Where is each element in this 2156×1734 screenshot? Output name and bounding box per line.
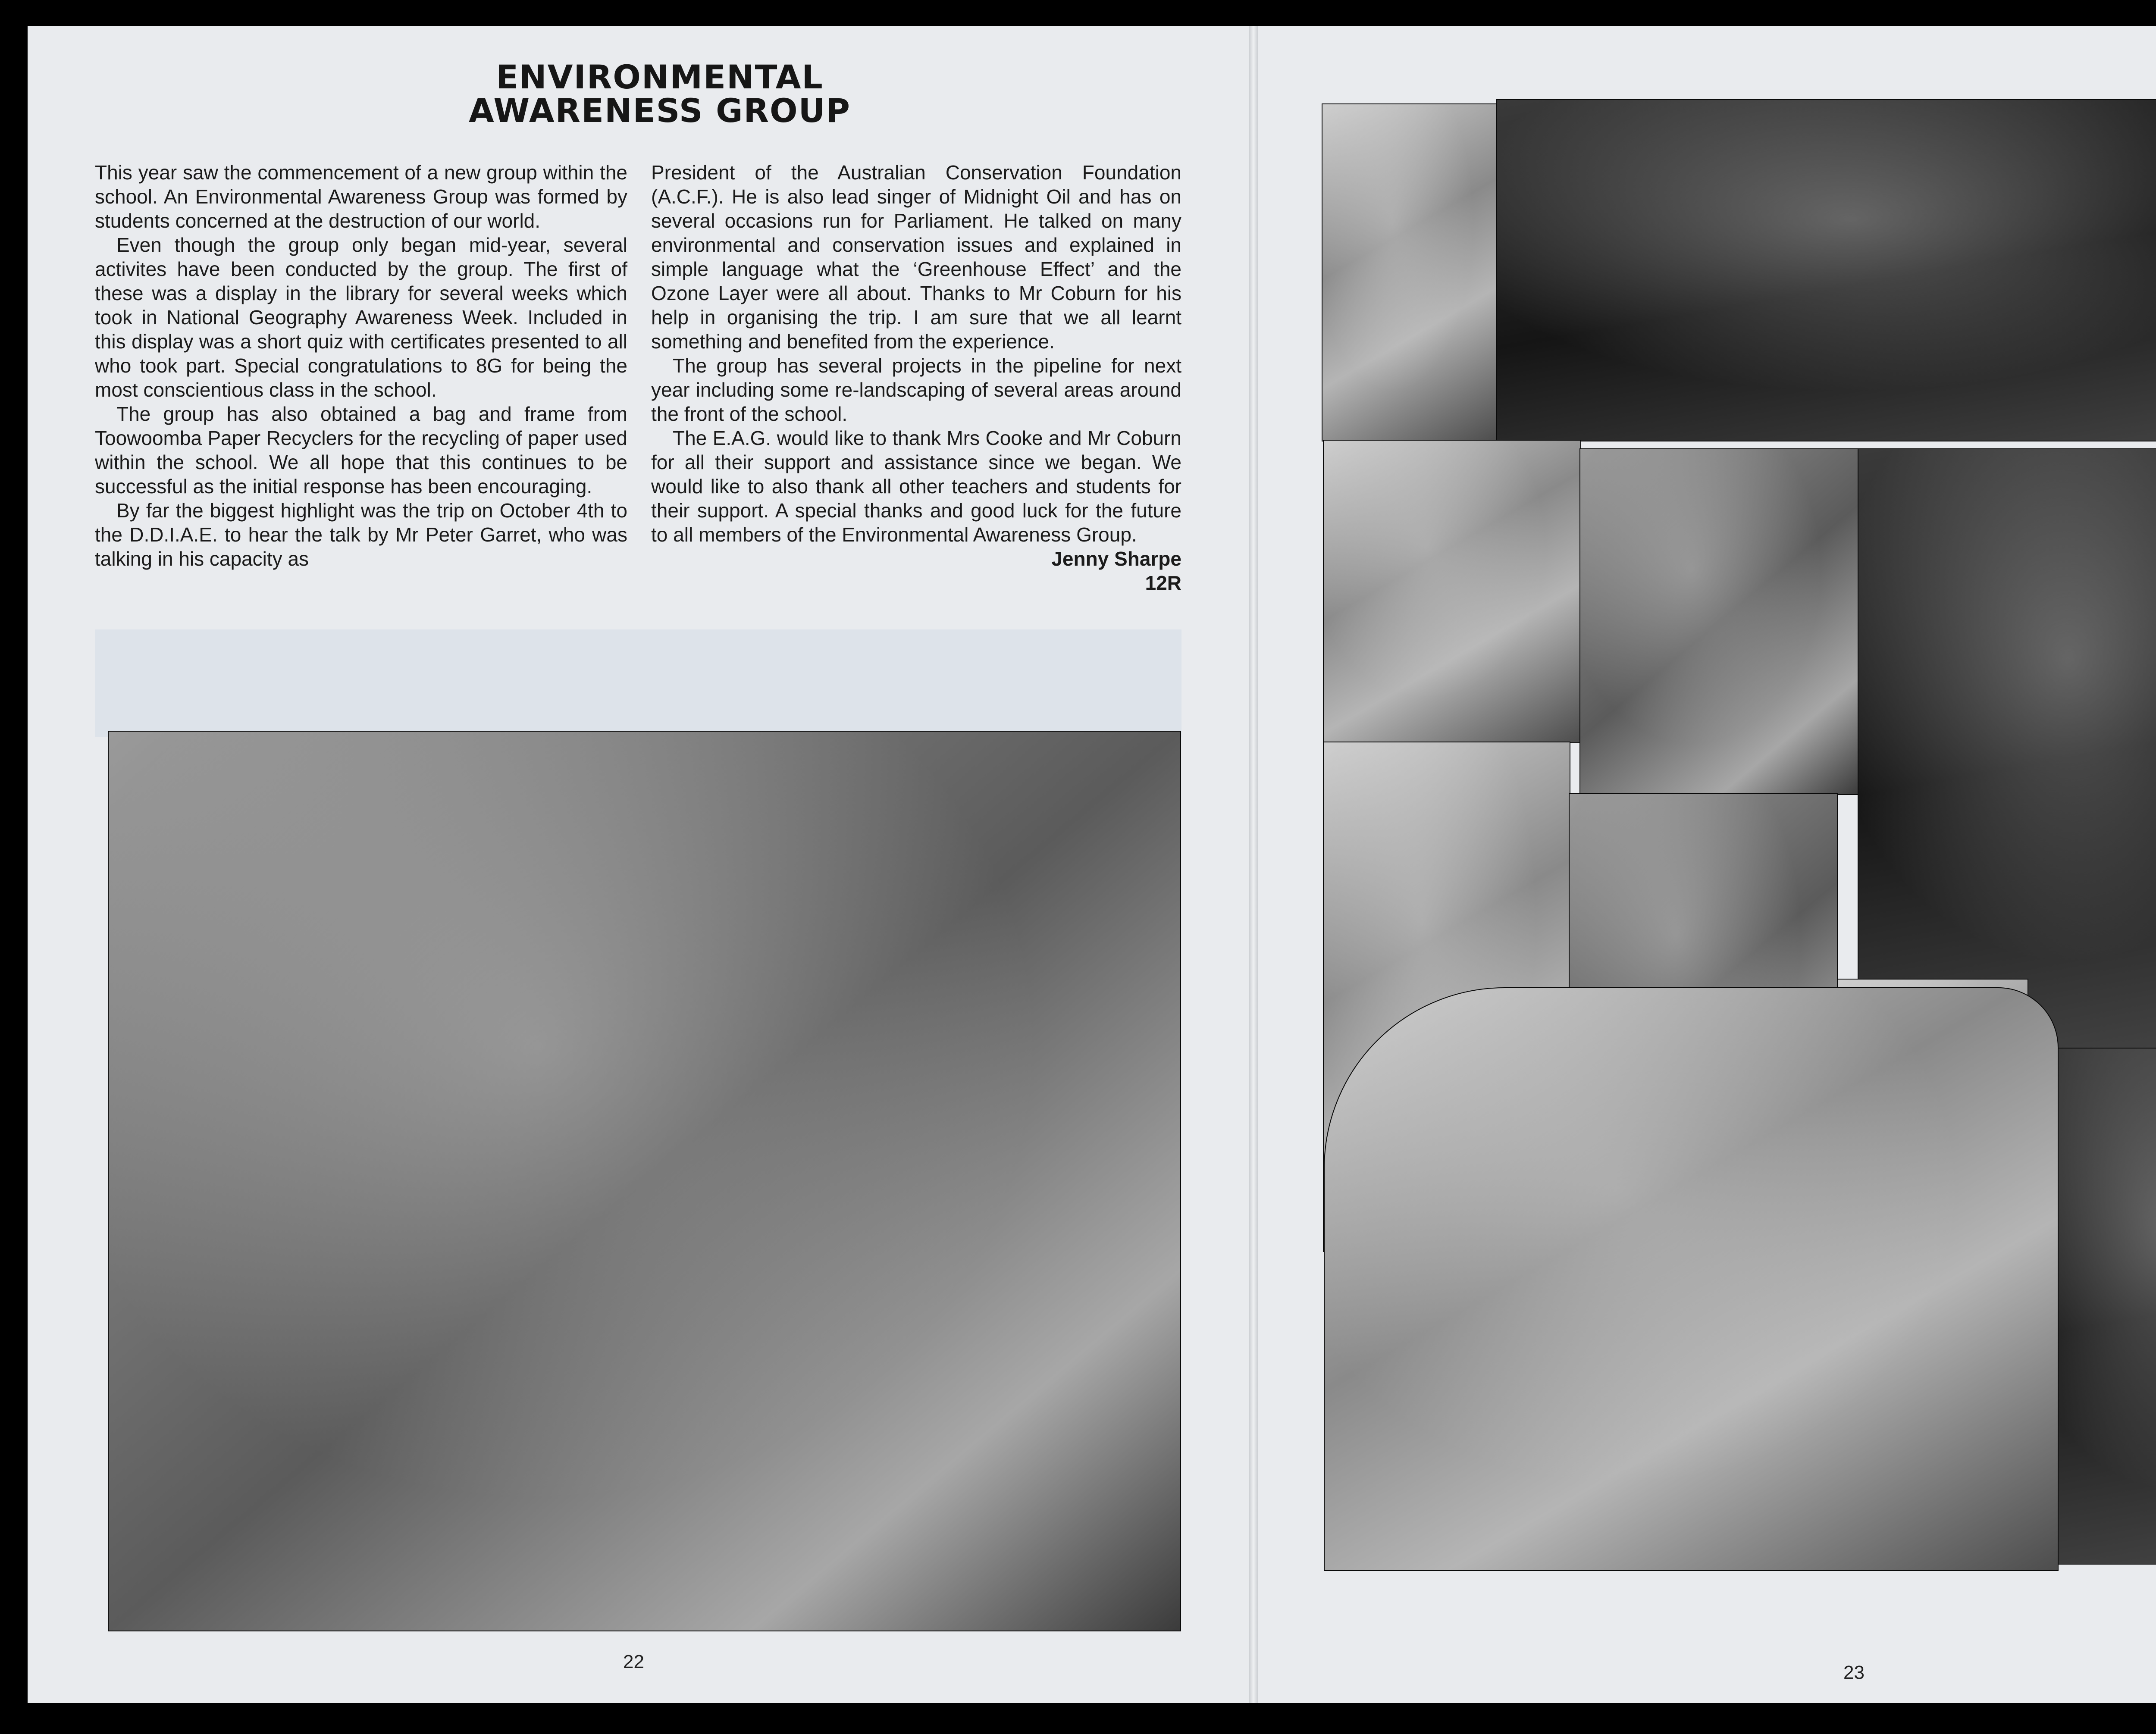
paragraph: President of the Australian Conservation Foundation (A.C.F.). He is also lead singer of Midnight Oil and has on several occasions run for Parliament. He talked on many environmental and conservation issues and explained in simple language what the ‘Greenhouse Effect’ and the Ozone Layer were all about. Thanks to Mr Coburn for his help in organising the trip. I am sure that we all learnt something and benefited from the experience. (651, 161, 1181, 353)
paragraph: The group has several projects in the pipeline for next year including some re-landscaping of several areas around the front of the school. (651, 354, 1181, 425)
collage-photo (1579, 448, 1859, 795)
author-name: Jenny Sharpe (1051, 548, 1181, 570)
paragraph: The E.A.G. would like to thank Mrs Cooke and Mr Coburn for all their support and assistance since we began. We would like to also thank all other teachers and students for their support. A special thanks and good luck for the future to all members of the Environmental Awareness Group. (651, 427, 1181, 546)
title-line-1: ENVIRONMENTAL (496, 58, 824, 96)
paragraph: The group has also obtained a bag and frame from Toowoomba Paper Recyclers for the recycling of paper used within the school. We all hope that this continues to be successful as the initial response has been encouraging. (95, 403, 627, 498)
paragraph: This year saw the commencement of a new group within the school. An Environmental Awareness Group was formed by students concerned at the destruction of our world. (95, 161, 627, 232)
collage-photo (1858, 448, 2156, 1049)
collage-photo (1324, 987, 2059, 1571)
page-number-left: 22 (623, 1651, 644, 1672)
collage-photo (1322, 103, 1498, 441)
group-photo (108, 731, 1181, 1631)
collage-photo (1323, 440, 1581, 743)
collage-photo (1496, 99, 2156, 441)
page-gutter (1249, 26, 1258, 1703)
title-line-2: AWARENESS GROUP (468, 91, 851, 130)
author-class: 12R (1145, 572, 1181, 594)
author-signature (651, 547, 1181, 595)
page-number-right: 23 (1843, 1662, 1865, 1683)
paragraph: By far the biggest highlight was the trip on October 4th to the D.D.I.A.E. to hear the talk by Mr Peter Garret, who was talking in his capacity as (95, 499, 627, 570)
article-column-2 (651, 160, 1181, 595)
article-title (423, 60, 897, 128)
article-column-1 (95, 160, 627, 571)
paragraph: Even though the group only began mid-year, several activites have been conducted by the group. The first of these was a display in the library for several weeks which took in National Geography Awareness Week. Included in this display was a short quiz with certificates presented to all who took part. Special congratulations to 8G for being the most conscientious class in the school. (95, 234, 627, 401)
tinted-panel (95, 629, 1181, 737)
